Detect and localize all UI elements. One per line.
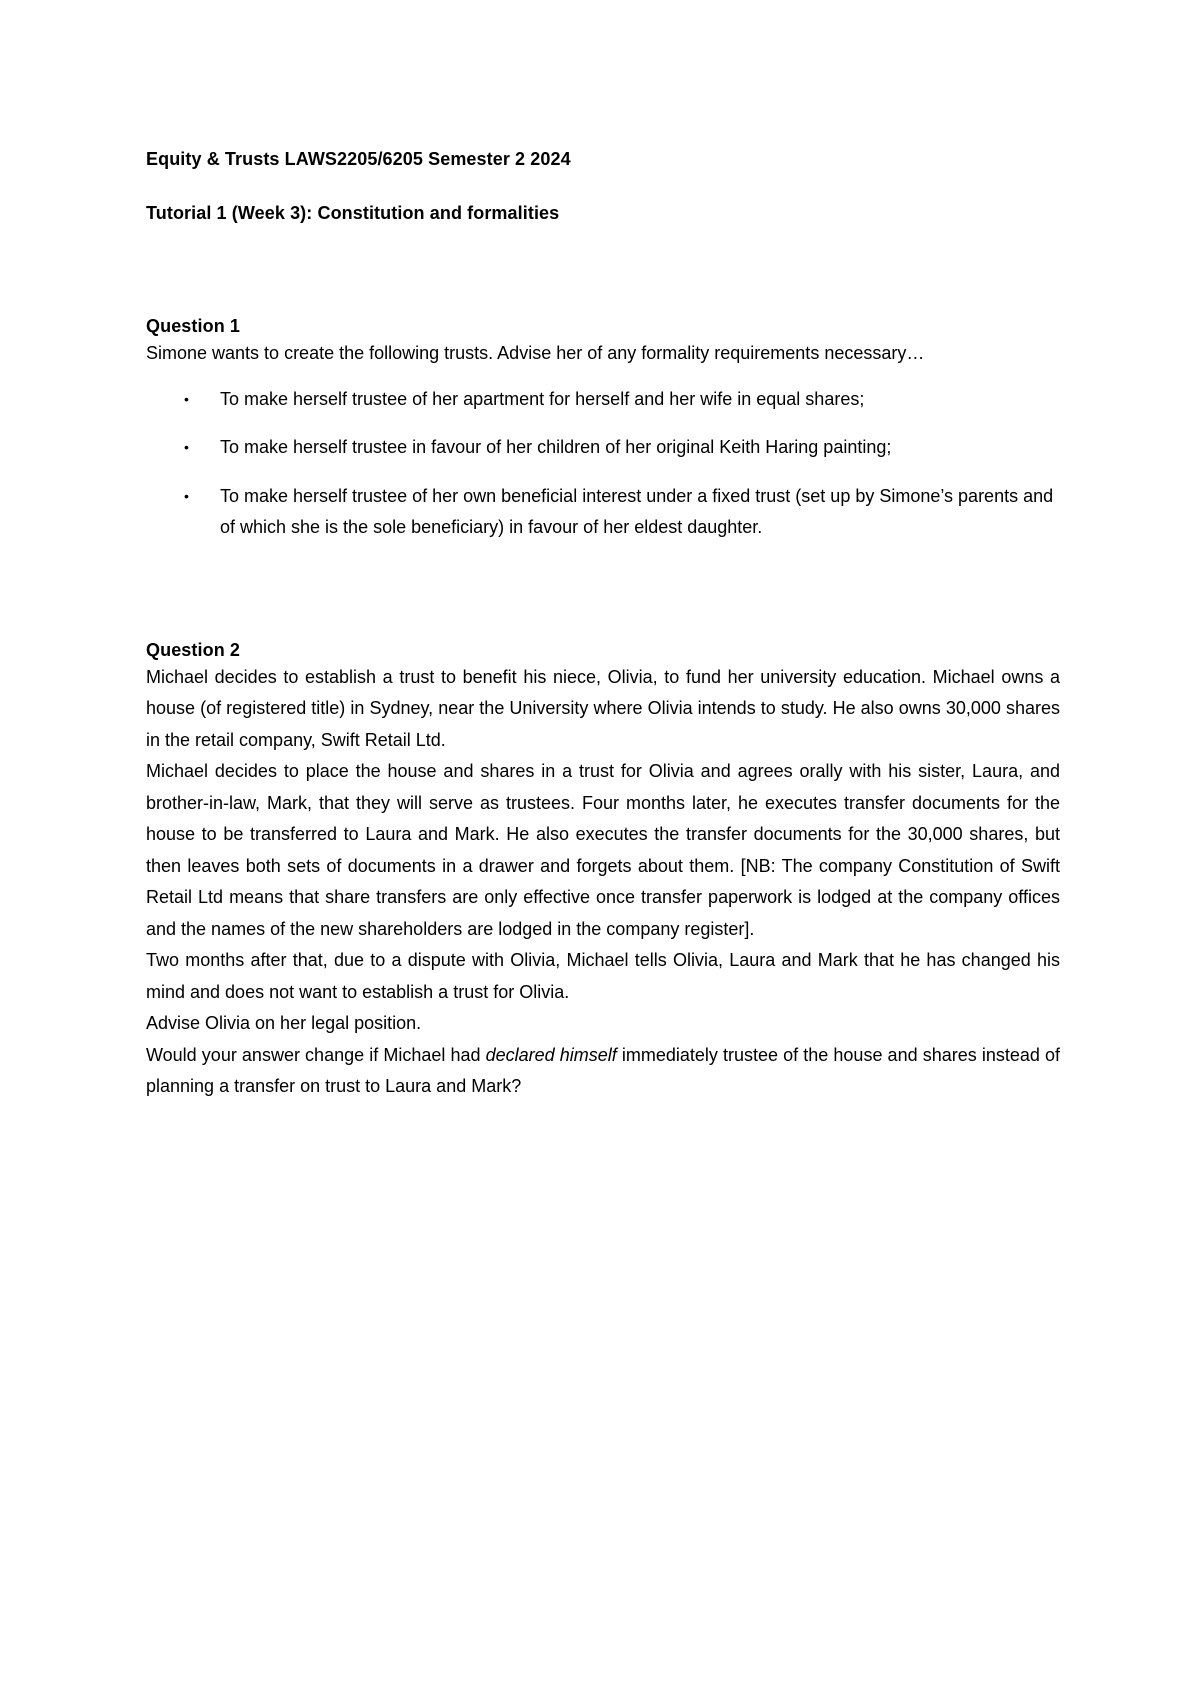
question-2-paragraph-4: Advise Olivia on her legal position. bbox=[146, 1013, 422, 1033]
paragraph-5-text-after: immediately trustee of the house and shares instead of planning a transfer on trust to Laura and Mark? bbox=[146, 1044, 1060, 1096]
question-2-title: Question 2 bbox=[146, 639, 241, 660]
question-1-intro: Simone wants to create the following trusts. Advise her of any formality requirements necessary… bbox=[146, 343, 925, 363]
list-item-text: To make herself trustee of her apartment for herself and her wife in equal shares; bbox=[220, 388, 865, 409]
course-title: Equity & Trusts LAWS2205/6205 Semester 2 2024 bbox=[146, 149, 571, 169]
paragraph-5-emphasis: declared himself bbox=[485, 1044, 617, 1065]
bullet-icon: • bbox=[184, 487, 189, 504]
question-1-bullet-list bbox=[146, 384, 1060, 544]
question-2-paragraph-1: Michael decides to establish a trust to benefit his niece, Olivia, to fund her university education. Michael owns a house (of registered title) in Sydney, near the University where Olivia intends to study. He also owns 30,000 shares in the retail company, Swift Retail Ltd. bbox=[146, 666, 1060, 750]
question-2-paragraph-5 bbox=[146, 1040, 1060, 1103]
list-item-text: To make herself trustee in favour of her children of her original Keith Haring painting; bbox=[220, 437, 892, 457]
list-item bbox=[146, 481, 1060, 544]
document-content bbox=[146, 147, 1060, 1103]
paragraph-5-text-before: Would your answer change if Michael had bbox=[146, 1044, 486, 1065]
bullet-icon: • bbox=[184, 439, 189, 455]
list-item bbox=[146, 384, 1060, 416]
question-2-paragraph-2: Michael decides to place the house and shares in a trust for Olivia and agrees orally with his sister, Laura, and brother-in-law, Mark, that they will serve as trustees. Four months later, he executes transfer documents for the house to be transferred to Laura and Mark. He also executes the transfer documents for the 30,000 shares, but then leaves both sets of documents in a drawer and forgets about them. [NB: The company Constitution of Swift Retail Ltd means that share transfers are only effective once transfer paperwork is lodged at the company offices and the names of the new shareholders are lodged in the company register]. bbox=[146, 761, 1060, 939]
bullet-icon: • bbox=[184, 390, 189, 407]
question-1-title: Question 1 bbox=[146, 316, 241, 336]
tutorial-title: Tutorial 1 (Week 3): Constitution and formalities bbox=[146, 203, 560, 223]
question-2-paragraph-3: Two months after that, due to a dispute with Olivia, Michael tells Olivia, Laura and Mark that he has changed his mind and does not want to establish a trust for Olivia. bbox=[146, 950, 1060, 1002]
list-item bbox=[146, 432, 1060, 464]
list-item-text: To make herself trustee of her own beneficial interest under a fixed trust (set up by Simone’s parents and of which she is the sole beneficiary) in favour of her eldest daughter. bbox=[220, 485, 1054, 537]
